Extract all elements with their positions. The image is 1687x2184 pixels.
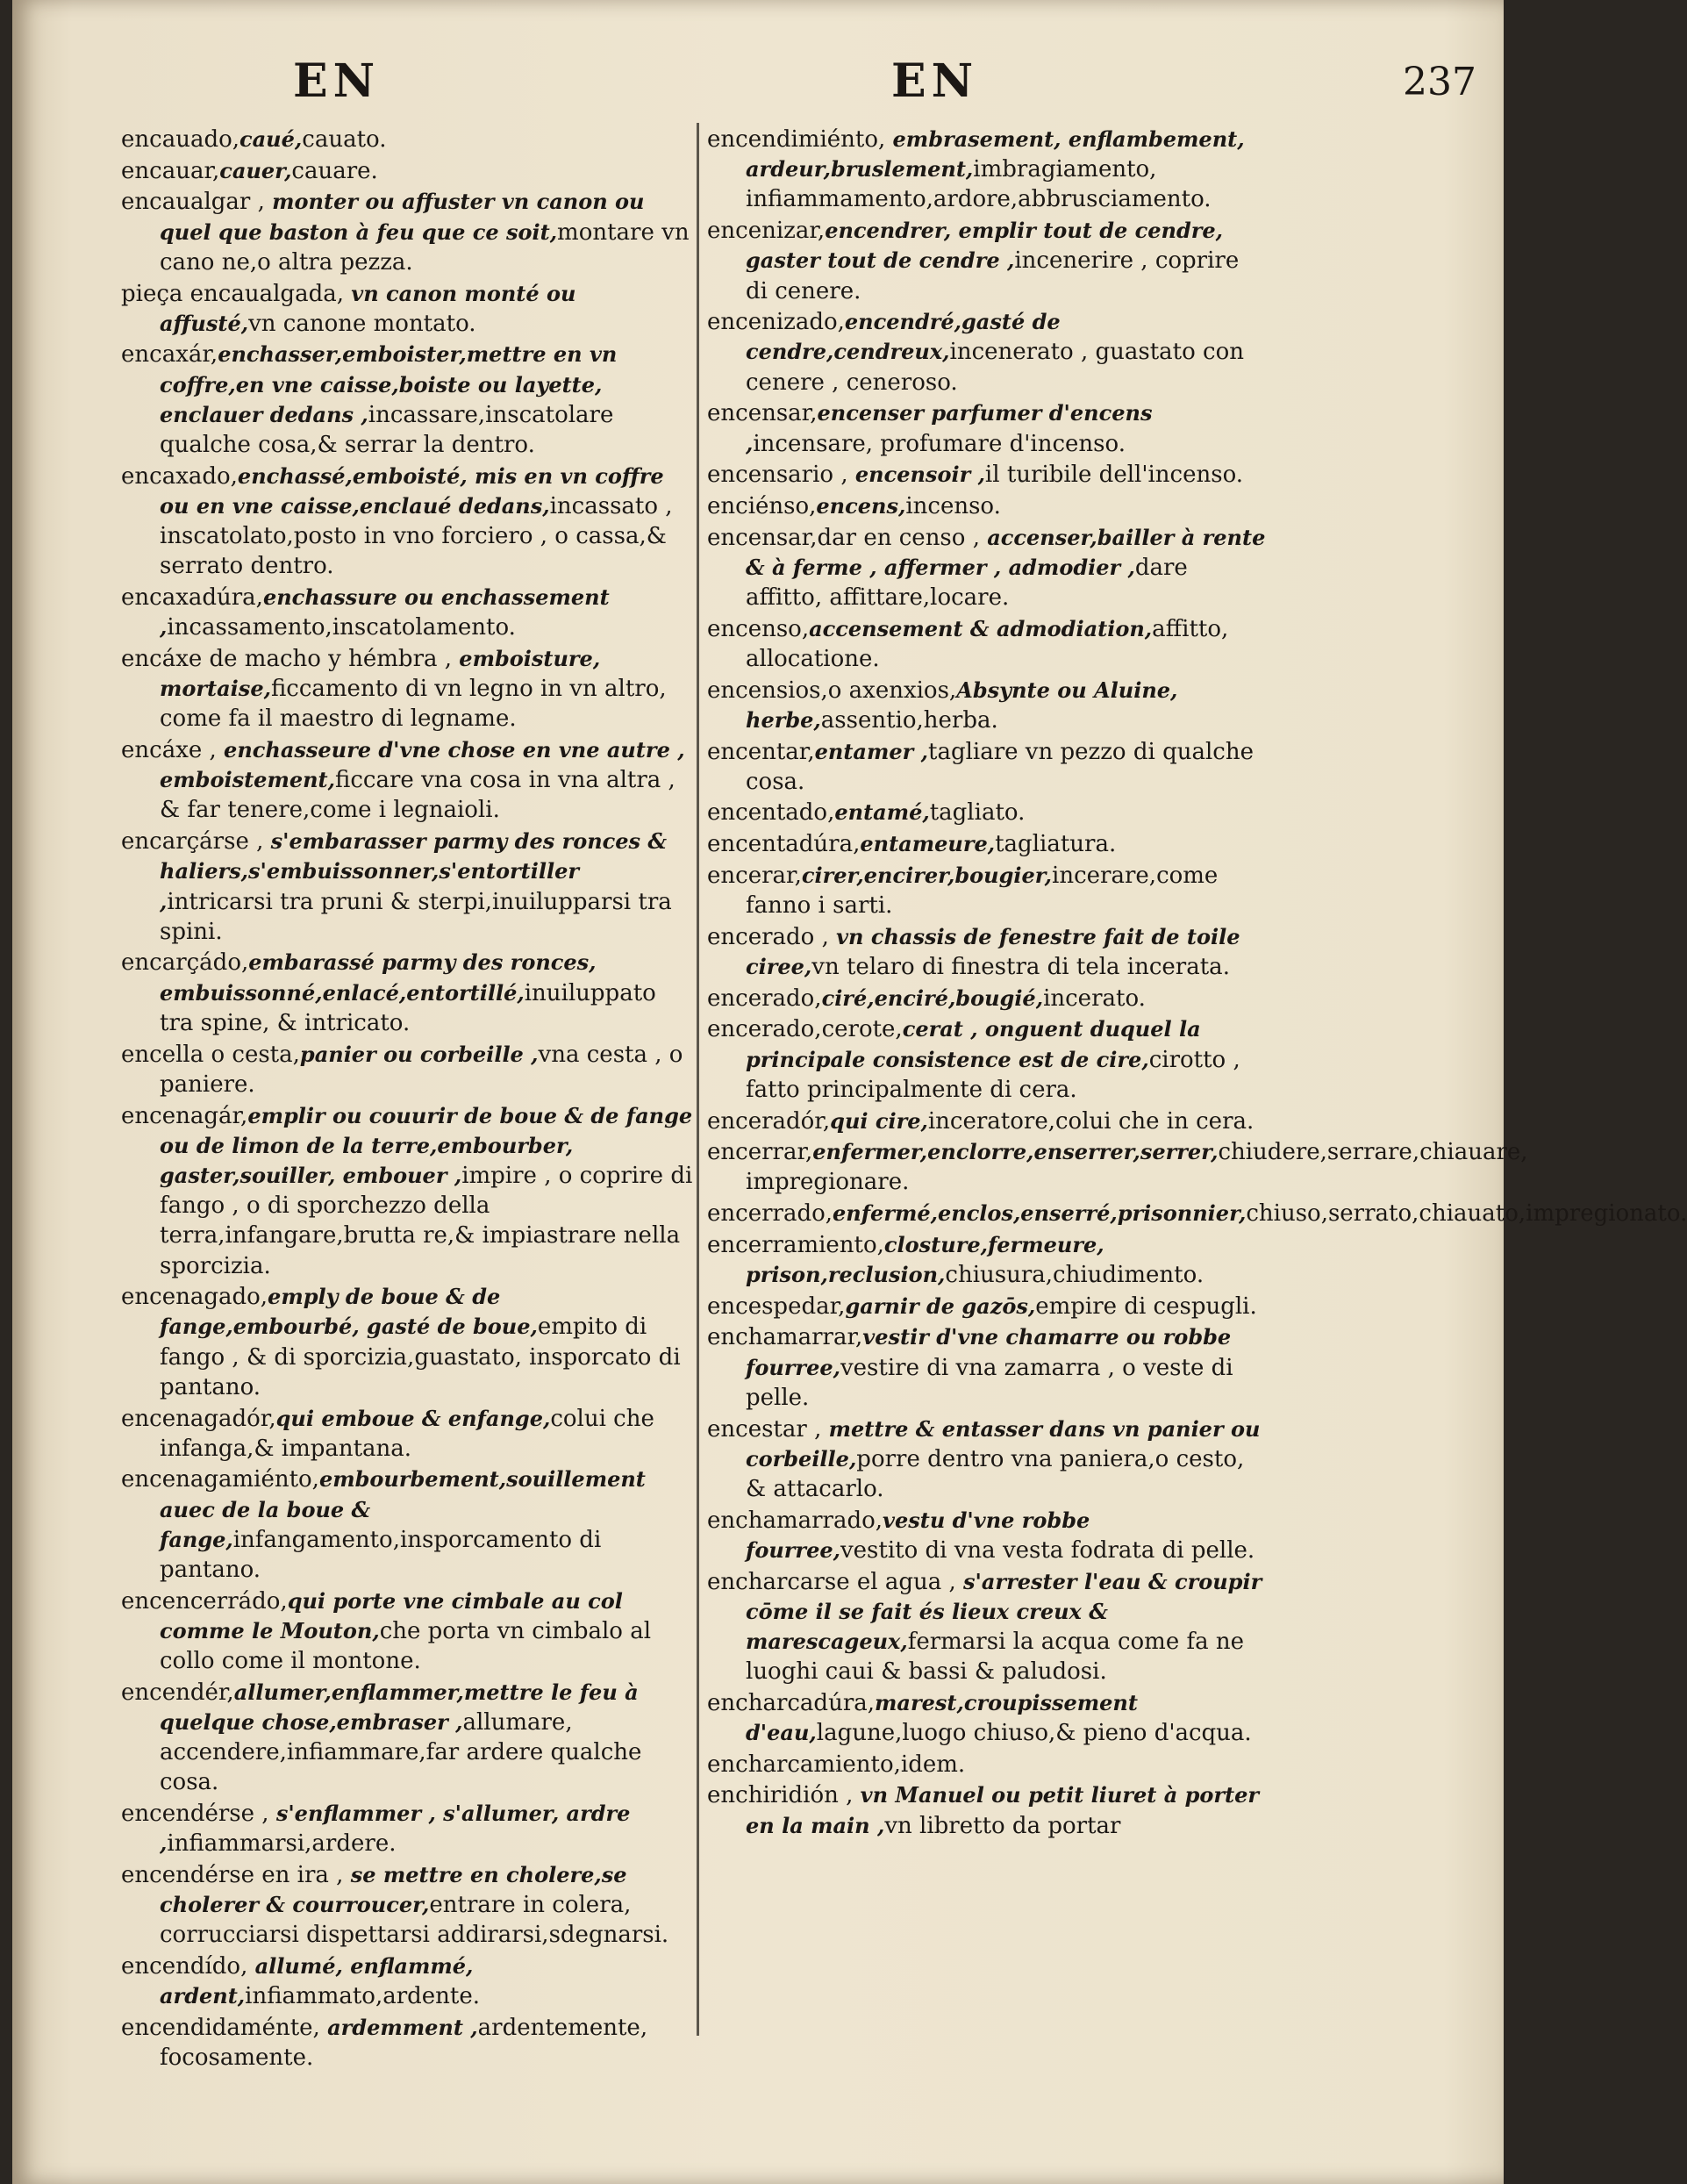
dictionary-entry xyxy=(707,1750,1267,1779)
italian-gloss: assentio,herba. xyxy=(820,706,998,734)
french-gloss: mettre & entasser dans vn panier ou corbeille, xyxy=(746,1415,1261,1472)
running-head-left: EN xyxy=(293,54,381,108)
headword: encaualgar , xyxy=(121,189,273,216)
headword: encerado, xyxy=(707,985,822,1012)
headword: encerado,cerote, xyxy=(707,1016,903,1043)
dictionary-entry xyxy=(121,1951,693,2011)
dictionary-entry xyxy=(707,1292,1267,1321)
headword: encáxe , xyxy=(121,737,225,764)
italian-gloss: vn canone montato. xyxy=(248,310,476,337)
headword: encensios,o axenxios, xyxy=(707,677,957,704)
dictionary-entry xyxy=(707,523,1267,613)
dictionary-entry xyxy=(707,1506,1267,1565)
headword: encaxadúra, xyxy=(121,584,263,612)
headword: encenagado, xyxy=(121,1284,268,1311)
french-gloss: allumer,enflammer,mettre le feu à quelque chose,embraser , xyxy=(160,1679,639,1736)
italian-gloss: infiammarsi,ardere. xyxy=(167,1830,397,1858)
french-gloss: accensement & admodiation, xyxy=(809,615,1153,641)
dictionary-entry xyxy=(707,1414,1267,1505)
french-gloss: ardemment , xyxy=(327,2015,478,2041)
dictionary-entry xyxy=(707,1780,1267,1840)
headword: encarçádo, xyxy=(121,949,249,977)
italian-gloss: cauare. xyxy=(291,157,378,184)
italian-gloss: inuiluppato tra spine, & intricato. xyxy=(160,979,656,1036)
french-gloss: garnir de gazōs, xyxy=(845,1292,1036,1319)
french-gloss: enfermé,enclos,enserré,prisonnier, xyxy=(833,1200,1247,1227)
french-gloss: Absynte ou Aluine, herbe, xyxy=(746,677,1178,733)
headword: encendérse en ira , xyxy=(121,1862,351,1889)
french-gloss: entameure, xyxy=(860,831,996,857)
headword: encestar , xyxy=(707,1415,829,1443)
headword: encerrado, xyxy=(707,1200,833,1228)
french-gloss: enfermer,enclorre,enserrer,serrer, xyxy=(812,1139,1219,1165)
french-gloss: s'enflammer , s'allumer, ardre , xyxy=(160,1801,631,1857)
italian-gloss: incensare, profumare d'incenso. xyxy=(753,430,1126,457)
italian-gloss: ardentemente, focosamente. xyxy=(160,2015,648,2072)
dictionary-entry xyxy=(707,676,1267,735)
italian-gloss: impire , o coprire di fango , o di sporchezzo della terra,infangare,brutta re,& impiastrare nella sporcizia. xyxy=(160,1162,693,1279)
italian-gloss: vn libretto da portar xyxy=(884,1812,1121,1839)
page-header xyxy=(12,54,1504,125)
french-gloss: cirer,encirer,bougier, xyxy=(801,862,1053,888)
french-gloss: emplir ou couurir de boue & de fange ou de limon de la terre,embourber, gaster,souiller, embouer , xyxy=(160,1102,693,1188)
headword: encendérse , xyxy=(121,1801,276,1828)
french-gloss: enchasser,emboister,mettre en vn coffre,en vne caisse,boiste ou layette, enclauer dedans , xyxy=(160,341,618,427)
french-gloss: embrasement, enflambement, ardeur,bruslement, xyxy=(746,126,1245,183)
headword: encerado , xyxy=(707,923,837,950)
italian-gloss: chiuso,serrato,chiauato,impregionato. xyxy=(1246,1200,1687,1228)
french-gloss: encenser parfumer d'encens , xyxy=(746,400,1153,456)
dictionary-entry xyxy=(707,460,1267,490)
dictionary-entry xyxy=(121,125,693,154)
italian-gloss: porre dentro vna paniera,o cesto, & attacarlo. xyxy=(746,1445,1245,1502)
french-gloss: vestir d'vne chamarre ou robbe fourree, xyxy=(746,1324,1232,1380)
french-gloss: embarassé parmy des ronces, embuissonné,enlacé,entortillé, xyxy=(160,949,597,1006)
page-number: 237 xyxy=(1403,60,1476,104)
headword: encenso, xyxy=(707,615,810,642)
headword: encerramiento, xyxy=(707,1231,884,1258)
headword: encauar, xyxy=(121,157,220,184)
dictionary-entry xyxy=(707,491,1267,521)
dictionary-entry xyxy=(707,798,1267,827)
french-gloss: encens, xyxy=(816,492,906,519)
dictionary-entry xyxy=(121,948,693,1038)
french-gloss: caué, xyxy=(239,126,303,152)
dictionary-entry xyxy=(121,735,693,826)
italian-gloss: ficcamento di vn legno in vn altro, come fa il maestro di legname. xyxy=(160,676,667,733)
french-gloss: vn canon monté ou affusté, xyxy=(160,280,576,336)
french-gloss: s'embarasser parmy des ronces & haliers,s'embuissonner,s'entortiller , xyxy=(160,828,668,914)
italian-gloss: fermarsi la acqua come fa ne luoghi caui & bassi & paludosi. xyxy=(746,1628,1244,1686)
italian-gloss: affitto, allocatione. xyxy=(746,615,1229,672)
headword: enchiridión , xyxy=(707,1782,861,1809)
italian-gloss: empire di cespugli. xyxy=(1035,1292,1257,1320)
headword: enchamarrado, xyxy=(707,1507,883,1534)
french-gloss: monter ou affuster vn canon ou quel que baston à feu que ce soit, xyxy=(160,189,645,245)
dictionary-entry xyxy=(121,1282,693,1402)
headword: encendído, xyxy=(121,1953,255,1980)
italian-gloss: infiammato,ardente. xyxy=(245,1983,481,2010)
dictionary-entry xyxy=(121,156,693,186)
italian-gloss: cauato. xyxy=(302,126,387,153)
headword: encharcamiento, xyxy=(707,1751,901,1778)
dictionary-entry xyxy=(707,614,1267,674)
headword: encenizado, xyxy=(707,309,845,336)
dictionary-entry xyxy=(121,340,693,460)
headword: encespedar, xyxy=(707,1292,846,1320)
dictionary-entry xyxy=(121,462,693,582)
headword: encarçárse , xyxy=(121,828,271,856)
dictionary-entry xyxy=(707,737,1267,797)
dictionary-entry xyxy=(707,1688,1267,1748)
dictionary-entry xyxy=(121,1404,693,1464)
french-gloss: enchasseure d'vne chose en vne autre , emboistement, xyxy=(160,737,685,793)
french-gloss: emply de boue & de fange,embourbé, gasté de boue, xyxy=(160,1284,538,1340)
french-gloss: cerat , onguent duquel la principale consistence est de cire, xyxy=(746,1016,1201,1072)
french-gloss: qui emboue & enfange, xyxy=(275,1405,551,1431)
headword: encenagár, xyxy=(121,1102,248,1129)
headword: encendér, xyxy=(121,1679,234,1706)
french-gloss: cauer, xyxy=(219,157,292,183)
dictionary-entry xyxy=(707,125,1267,215)
french-gloss: qui porte vne cimbale au col comme le Mouton, xyxy=(160,1587,623,1643)
dictionary-entry xyxy=(707,216,1267,306)
dictionary-entry xyxy=(121,1678,693,1798)
headword: encerrar, xyxy=(707,1139,813,1166)
italian-gloss: il turibile dell'incenso. xyxy=(984,462,1244,489)
italian-gloss: infangamento,insporcamento di pantano. xyxy=(160,1526,602,1584)
italian-gloss: vestire di vna zamarra , o veste di pelle. xyxy=(746,1354,1233,1411)
italian-gloss: tagliato. xyxy=(929,799,1026,827)
french-gloss: vn Manuel ou petit liuret à porter en la main , xyxy=(746,1782,1260,1838)
french-gloss: vn chassis de fenestre fait de toile ciree, xyxy=(746,923,1240,979)
italian-gloss: idem. xyxy=(900,1751,966,1778)
french-gloss: encendrer, emplir tout de cendre, gaster tout de cendre , xyxy=(746,218,1223,274)
dictionary-entry xyxy=(707,1137,1528,1197)
dictionary-entry xyxy=(121,644,693,734)
french-gloss: entamer , xyxy=(814,738,928,764)
italian-gloss: incassato , inscatolato,posto in vno forciero , o cassa,& serrato dentro. xyxy=(160,492,673,580)
italian-gloss: incassamento,inscatolamento. xyxy=(167,614,516,641)
dictionary-entry xyxy=(121,1101,693,1281)
headword: encendimiénto, xyxy=(707,126,893,153)
headword: pieça encaualgada, xyxy=(121,280,352,307)
headword: encentado, xyxy=(707,799,835,827)
headword: encentar, xyxy=(707,738,815,765)
headword: encensar,dar en censo , xyxy=(707,524,988,551)
italian-gloss: inceratore,colui che in cera. xyxy=(927,1107,1255,1135)
dictionary-entry xyxy=(121,827,693,947)
italian-gloss: incassare,inscatolare qualche cosa,& serrar la dentro. xyxy=(160,401,614,459)
french-gloss: marest,croupissement d'eau, xyxy=(746,1689,1138,1746)
dictionary-entry xyxy=(707,1199,1687,1228)
dictionary-entry xyxy=(707,861,1267,920)
italian-gloss: montare vn cano ne,o altra pezza. xyxy=(160,218,690,276)
headword: encenagadór, xyxy=(121,1405,276,1432)
headword: encharcadúra, xyxy=(707,1689,876,1716)
dictionary-entry xyxy=(707,1230,1267,1290)
dictionary-entry xyxy=(707,307,1267,397)
italian-gloss: incerare,come fanno i sarti. xyxy=(746,862,1219,920)
french-gloss: emboisture, mortaise, xyxy=(160,645,601,702)
dictionary-entry xyxy=(121,1799,693,1858)
italian-gloss: chiusura,chiudimento. xyxy=(945,1262,1204,1289)
italian-gloss: intricarsi tra pruni & sterpi,inuilupparsi tra spini. xyxy=(160,888,672,945)
french-gloss: allumé, enflammé, ardent, xyxy=(160,1953,474,2009)
french-gloss: ciré,enciré,bougié, xyxy=(821,985,1044,1011)
headword: encaxado, xyxy=(121,462,238,490)
italian-gloss: colui che infanga,& impantana. xyxy=(160,1405,654,1462)
french-gloss: embourbement,souillement auec de la boue & fange, xyxy=(160,1466,646,1552)
italian-gloss: incerato. xyxy=(1043,985,1146,1012)
headword: encentadúra, xyxy=(707,831,861,858)
italian-gloss: imbragiamento, infiammamento,ardore,abbrusciamento. xyxy=(746,156,1212,213)
italian-gloss: vn telaro di finestra di tela incerata. xyxy=(811,953,1230,980)
french-gloss: accenser,bailler à rente & à ferme , affermer , admodier , xyxy=(746,524,1266,580)
french-gloss: entamé, xyxy=(834,799,930,826)
french-gloss: closture,fermeure, prison,reclusion, xyxy=(746,1231,1104,1288)
french-gloss: encendré,gasté de cendre,cendreux, xyxy=(746,309,1061,365)
headword: encensario , xyxy=(707,462,855,489)
italian-gloss: ficcare vna cosa in vna altra , & far tenere,come i legnaioli. xyxy=(160,767,676,824)
italian-gloss: vestito di vna vesta fodrata di pelle. xyxy=(840,1536,1255,1564)
italian-gloss: tagliatura. xyxy=(995,831,1117,858)
headword: enceradór, xyxy=(707,1107,831,1135)
headword: enciénso, xyxy=(707,492,817,519)
dictionary-entry xyxy=(707,1106,1267,1136)
dictionary-page xyxy=(12,0,1687,2184)
dictionary-entry xyxy=(121,2013,693,2073)
headword: encerar, xyxy=(707,862,802,889)
headword: encenizar, xyxy=(707,218,826,245)
dictionary-entry xyxy=(121,187,693,277)
italian-gloss: entrare in colera, corrucciarsi dispettarsi addirarsi,sdegnarsi. xyxy=(160,1892,669,1949)
running-head-right: EN xyxy=(891,54,979,108)
dictionary-entry xyxy=(121,583,693,642)
italian-gloss: lagune,luogo chiuso,& pieno d'acqua. xyxy=(816,1720,1252,1747)
italian-gloss: allumare, accendere,infiammare,far ardere qualche cosa. xyxy=(160,1709,642,1796)
headword: enchamarrar, xyxy=(707,1324,863,1351)
dictionary-entry xyxy=(707,1014,1267,1105)
italian-gloss: empito di fango , & di sporcizia,guastato, insporcato di pantano. xyxy=(160,1314,681,1400)
headword: encenagamiénto, xyxy=(121,1466,319,1493)
dictionary-entry xyxy=(707,1322,1267,1413)
italian-gloss: incenerire , coprire di cenere. xyxy=(746,247,1240,304)
dictionary-entry xyxy=(707,1567,1267,1687)
dictionary-entry xyxy=(121,1464,693,1585)
dictionary-entry xyxy=(707,984,1267,1013)
italian-gloss: vna cesta , o paniere. xyxy=(160,1041,683,1098)
headword: encella o cesta, xyxy=(121,1041,300,1068)
headword: encensar, xyxy=(707,400,818,427)
french-gloss: s'arrester l'eau & croupir cōme il se fait és lieux creux & marescageux, xyxy=(746,1568,1262,1654)
dictionary-entry xyxy=(707,829,1267,859)
french-gloss: se mettre en cholere,se cholerer & courroucer, xyxy=(160,1862,627,1918)
left-column xyxy=(121,125,693,2074)
headword: encáxe de macho y hémbra , xyxy=(121,645,460,672)
italian-gloss: incenso. xyxy=(905,492,1001,519)
french-gloss: vestu d'vne robbe fourree, xyxy=(746,1507,1090,1563)
italian-gloss: tagliare vn pezzo di qualche cosa. xyxy=(746,738,1254,795)
right-column xyxy=(697,125,1687,1842)
headword: encauado, xyxy=(121,126,240,153)
french-gloss: enchassé,emboisté, mis en vn coffre ou en vne caisse,enclaué dedans, xyxy=(160,462,664,519)
italian-gloss: dare affitto, affittare,locare. xyxy=(746,554,1188,612)
french-gloss: enchassure ou enchassement , xyxy=(160,584,610,641)
dictionary-entry xyxy=(121,1860,693,1951)
headword: encencerrádo, xyxy=(121,1587,288,1615)
dictionary-entry xyxy=(121,279,693,339)
dictionary-entry xyxy=(707,922,1267,982)
headword: encendidaménte, xyxy=(121,2015,328,2042)
dictionary-entry xyxy=(121,1586,693,1677)
dictionary-entry xyxy=(121,1040,693,1099)
italian-gloss: che porta vn cimbalo al collo come il montone. xyxy=(160,1617,652,1675)
headword: encaxár, xyxy=(121,341,218,369)
french-gloss: panier ou corbeille , xyxy=(299,1041,539,1067)
french-gloss: qui cire, xyxy=(830,1107,928,1134)
dictionary-entry xyxy=(707,398,1267,458)
italian-gloss: incenerato , guastato con cenere , ceneroso. xyxy=(746,339,1245,396)
italian-gloss: chiudere,serrare,chiauare, impregionare. xyxy=(746,1139,1528,1196)
headword: encharcarse el agua , xyxy=(707,1568,964,1595)
french-gloss: encensoir , xyxy=(854,462,985,488)
italian-gloss: cirotto , fatto principalmente di cera. xyxy=(746,1046,1240,1103)
